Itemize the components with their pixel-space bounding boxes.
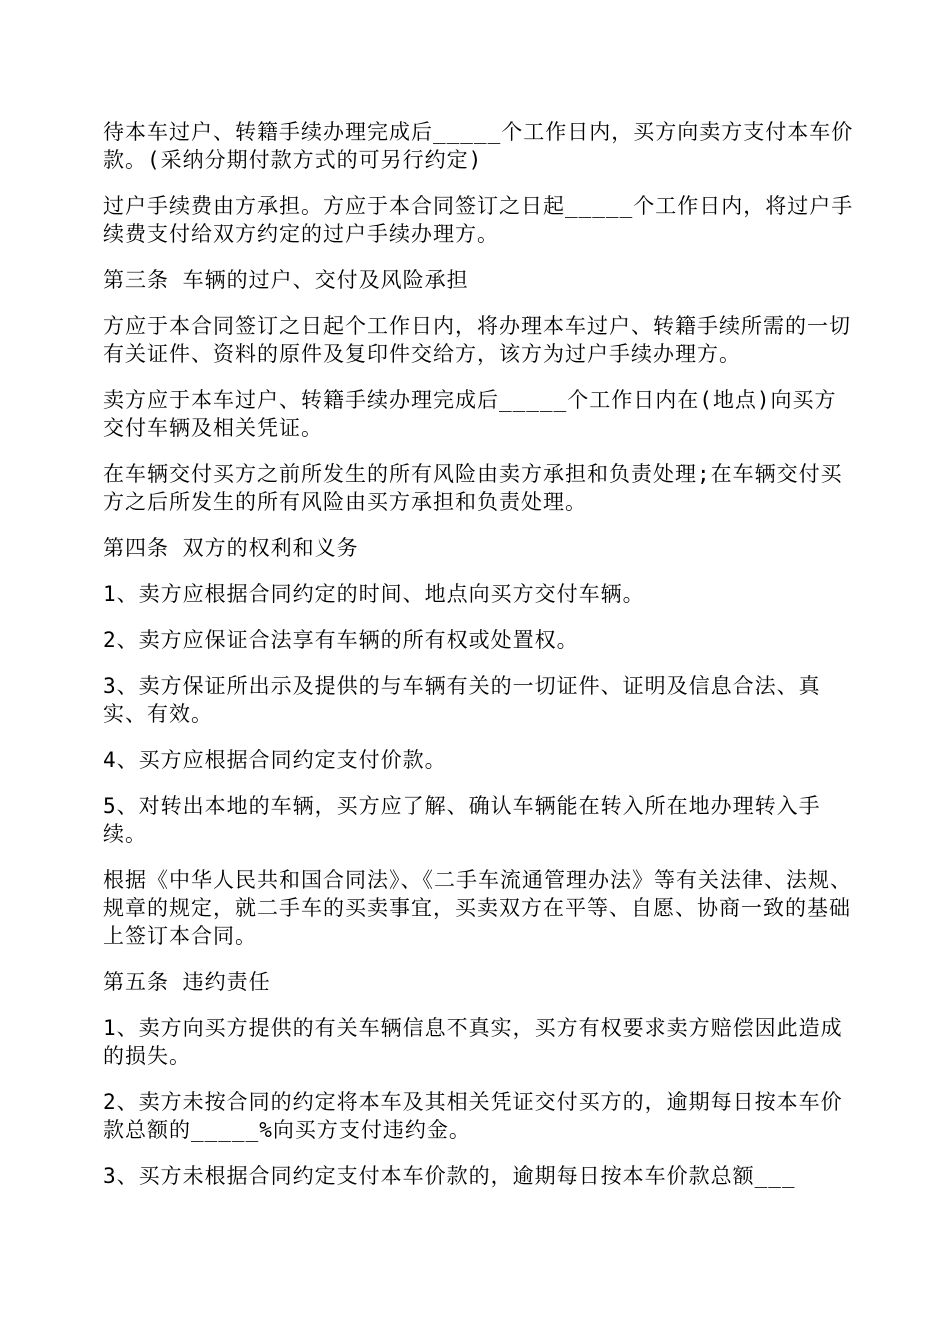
paragraph-documents-handover: 方应于本合同签订之日起个工作日内，将办理本车过户、转籍手续所需的一切有关证件、资料的原件及复印件交给方，该方为过户手续办理方。 xyxy=(103,314,851,366)
clause-4-1: 1、卖方应根据合同约定的时间、地点向买方交付车辆。 xyxy=(103,582,645,606)
article-3-heading: 第三条 车辆的过户、交付及风险承担 xyxy=(103,268,469,292)
clause-4-3: 3、卖方保证所出示及提供的与车辆有关的一切证件、证明及信息合法、真实、有效。 xyxy=(103,674,821,726)
paragraph-risk-bearing: 在车辆交付买方之前所发生的所有风险由卖方承担和负责处理;在车辆交付买方之后所发生的所有风险由买方承担和负责处理。 xyxy=(103,462,843,514)
clause-4-5: 5、对转出本地的车辆，买方应了解、确认车辆能在转入所在地办理转入手续。 xyxy=(103,794,821,846)
document-body xyxy=(103,118,855,1208)
clause-4-2: 2、卖方应保证合法享有车辆的所有权或处置权。 xyxy=(103,628,579,652)
paragraph-transfer-fee: 过户手续费由方承担。方应于本合同签订之日起_____个工作日内，将过户手续费支付给双方约定的过户手续办理方。 xyxy=(103,194,854,246)
clause-4-4: 4、买方应根据合同约定支付价款。 xyxy=(103,748,447,772)
clause-5-2: 2、卖方未按合同的约定将本车及其相关凭证交付买方的，逾期每日按本车价款总额的_____%向买方支付违约金。 xyxy=(103,1090,843,1142)
article-4-heading: 第四条 双方的权利和义务 xyxy=(103,536,359,560)
paragraph-vehicle-delivery: 卖方应于本车过户、转籍手续办理完成后_____个工作日内在(地点)向买方交付车辆及相关凭证。 xyxy=(103,388,837,440)
paragraph-legal-basis: 根据《中华人民共和国合同法》、《二手车流通管理办法》等有关法律、法规、规章的规定，就二手车的买卖事宜，买卖双方在平等、自愿、协商一致的基础上签订本合同。 xyxy=(103,868,852,948)
article-5-heading: 第五条 违约责任 xyxy=(103,970,271,994)
paragraph-transfer-payment: 待本车过户、转籍手续办理完成后_____个工作日内，买方向卖方支付本车价款。(采纳分期付款方式的可另行约定) xyxy=(103,120,854,172)
clause-5-3: 3、买方未根据合同约定支付本车价款的，逾期每日按本车价款总额___ xyxy=(103,1164,796,1188)
clause-5-1: 1、卖方向买方提供的有关车辆信息不真实，买方有权要求卖方赔偿因此造成的损失。 xyxy=(103,1016,843,1068)
